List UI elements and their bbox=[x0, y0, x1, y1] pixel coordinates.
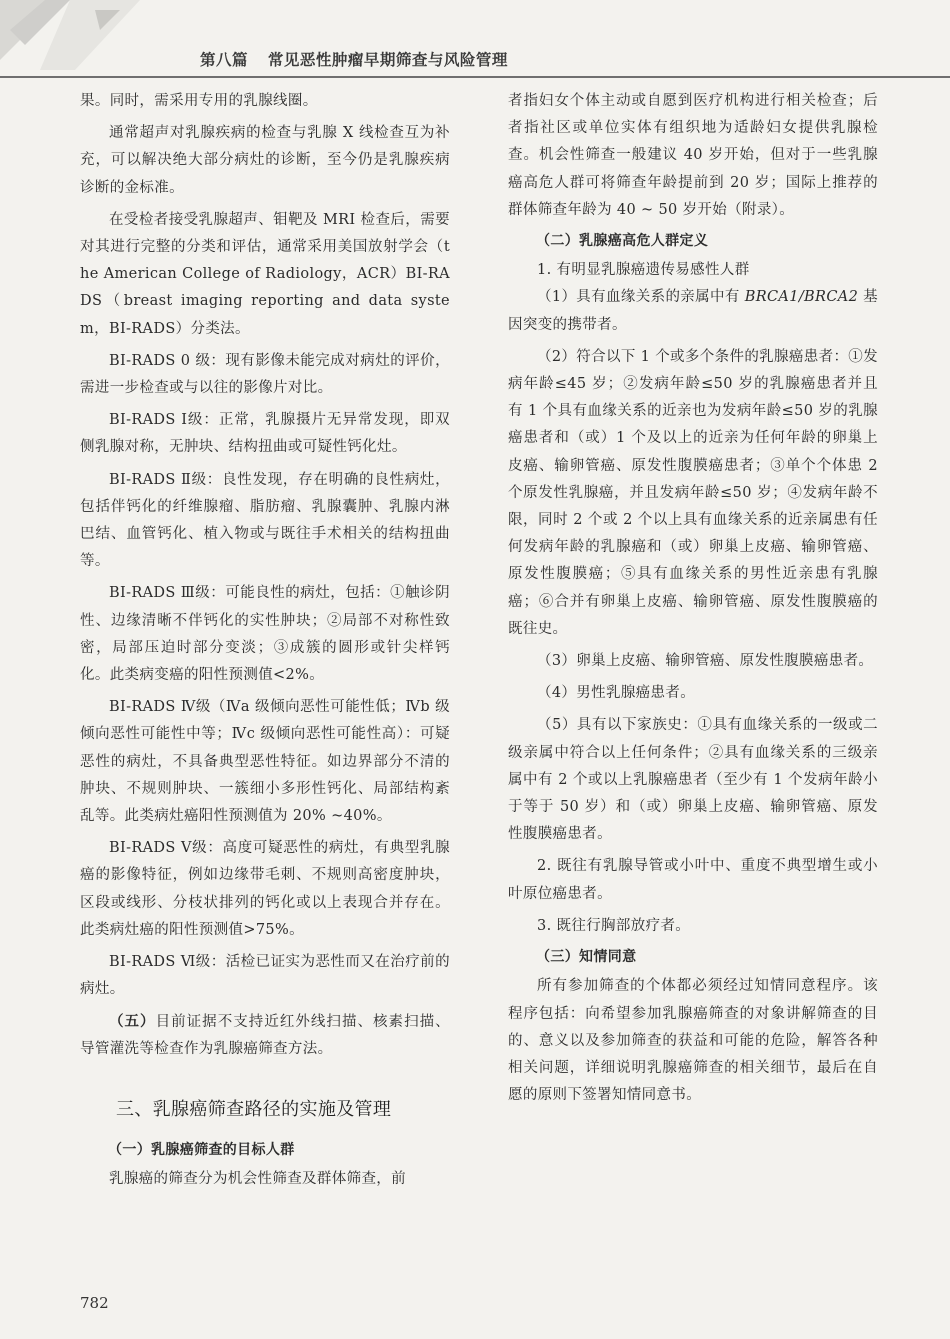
paragraph: BI-RADS Ⅴ级：高度可疑恶性的病灶，有典型乳腺癌的影像特征，例如边缘带毛刺、不规则高密度肿块，区段或线形、分枝状排列的钙化或以上表现合并存在。此类病灶癌的阳性预测值>75%。 bbox=[80, 840, 450, 938]
subsection-heading: （二）乳腺癌高危人群定义 bbox=[536, 233, 709, 250]
paragraph: BI-RADS 0 级：现有影像未能完成对病灶的评价，需进一步检查或与以往的影像片对比。 bbox=[80, 352, 450, 397]
paragraph: BI-RADS Ⅳ级（Ⅳa 级倾向恶性可能性低；Ⅳb 级倾向恶性可能性中等；Ⅳc 级倾向恶性可能性高）：可疑恶性的病灶，不具备典型恶性特征。如边界部分不清的肿块、不规则肿块、一簇细小多形性钙化、局部结构紊乱等。此类病灶癌阳性预测值为 20% ~40%。 bbox=[80, 699, 450, 825]
subsection-heading: （一）乳腺癌筛查的目标人群 bbox=[108, 1141, 295, 1158]
paragraph bbox=[508, 284, 878, 338]
paragraph: （3）卵巢上皮癌、输卵管癌、原发性腹膜癌患者。 bbox=[537, 653, 874, 670]
left-column bbox=[80, 88, 450, 1193]
paragraph: （2）符合以下 1 个或多个条件的乳腺癌患者：①发病年龄≤45 岁；②发病年龄≤50 岁的乳腺癌患者并且有 1 个具有血缘关系的近亲也为发病年龄≤50 岁的乳腺癌患者和（或）1 个及以上的近亲为任何年龄的卵巢上皮癌、输卵管癌、原发性腹膜癌患者；③单个个体患 2 个原发性乳腺癌，并且发病年龄≤50 岁；④发病年龄不限，同时 2 个或 2 个以上具有血缘关系的近亲属患有任何发病年龄的乳腺癌和（或）卵巢上皮癌、输卵管癌、原发性腹膜癌；⑤具有血缘关系的男性近亲患有乳腺癌；⑥合并有卵巢上皮癌、输卵管癌、原发性腹膜癌的既往史。 bbox=[508, 348, 878, 637]
paragraph: （5）具有以下家族史：①具有血缘关系的一级或二级亲属中符合以上任何条件；②具有血缘关系的三级亲属中有 2 个或以上乳腺癌患者（至少有 1 个发病年龄小于等于 50 岁）和（或）卵巢上皮癌、输卵管癌、原发性腹膜癌患者。 bbox=[508, 717, 878, 843]
paragraph: 2. 既往有乳腺导管或小叶中、重度不典型增生或小叶原位癌患者。 bbox=[508, 858, 878, 902]
subsection-heading: （三）知情同意 bbox=[536, 949, 637, 966]
header-part: 第八篇 bbox=[200, 51, 249, 69]
paragraph-text: 目前证据不支持近红外线扫描、核素扫描、导管灌洗等检查作为乳腺癌筛查方法。 bbox=[80, 1013, 450, 1057]
paragraph-text: 基因突变的携带者。 bbox=[508, 289, 878, 333]
paragraph bbox=[80, 1009, 450, 1063]
paragraph: 在受检者接受乳腺超声、钼靶及 MRI 检查后，需要对其进行完整的分类和评估，通常采用美国放射学会（the American College of Radiology，ACR）BI-RADS（breast imaging reporting and data system，BI-RADS）分类法。 bbox=[80, 211, 450, 337]
paragraph: 通常超声对乳腺疾病的检查与乳腺 X 线检查互为补充，可以解决绝大部分病灶的诊断，至今仍是乳腺疾病诊断的金标准。 bbox=[80, 125, 450, 196]
header-title: 常见恶性肿瘤早期筛查与风险管理 bbox=[267, 51, 508, 69]
section-title: 三、乳腺癌筛查路径的实施及管理 bbox=[116, 1098, 392, 1120]
paragraph: BI-RADS Ⅰ级：正常，乳腺摄片无异常发现，即双侧乳腺对称，无肿块、结构扭曲或可疑性钙化灶。 bbox=[80, 412, 450, 456]
paragraph: 者指妇女个体主动或自愿到医疗机构进行相关检查；后者指社区或单位实体有组织地为适龄妇女提供乳腺检查。机会性筛查一般建议 40 岁开始，但对于一些乳腺癌高危人群可将筛查年龄提前到 20 岁；国际上推荐的群体筛查年龄为 40 ~ 50 岁开始（附录）。 bbox=[508, 93, 878, 218]
paragraph: BI-RADS Ⅵ级：活检已证实为恶性而又在治疗前的病灶。 bbox=[80, 954, 450, 998]
running-header bbox=[200, 48, 508, 70]
paragraph: 3. 既往行胸部放疗者。 bbox=[537, 917, 691, 934]
paragraph-text: （1）具有血缘关系的亲属中有 bbox=[537, 289, 745, 306]
paragraph: （4）男性乳腺癌患者。 bbox=[537, 685, 696, 702]
gene-name: BRCA1/BRCA2 bbox=[744, 289, 859, 306]
right-column bbox=[508, 88, 878, 1109]
paragraph: 乳腺癌的筛查分为机会性筛查及群体筛查，前 bbox=[109, 1171, 406, 1188]
paragraph: BI-RADS Ⅱ级：良性发现，存在明确的良性病灶，包括伴钙化的纤维腺瘤、脂肪瘤、乳腺囊肿、乳腺内淋巴结、血管钙化、植入物或与既往手术相关的结构扭曲等。 bbox=[80, 471, 450, 570]
header-rule bbox=[0, 76, 950, 78]
item-number: （五） bbox=[109, 1013, 156, 1030]
paragraph: BI-RADS Ⅲ级：可能良性的病灶，包括：①触诊阴性、边缘清晰不伴钙化的实性肿块；②局部不对称性致密，局部压迫时部分变淡；③成簇的圆形或针尖样钙化。此类病变癌的阳性预测值<2%。 bbox=[80, 585, 450, 684]
paragraph: 所有参加筛查的个体都必须经过知情同意程序。该程序包括：向希望参加乳腺癌筛查的对象讲解筛查的目的、意义以及参加筛查的获益和可能的危险，解答各种相关问题，详细说明乳腺癌筛查的相关细节，最后在自愿的原则下签署知情同意书。 bbox=[508, 978, 878, 1104]
paragraph: 果。同时，需采用专用的乳腺线圈。 bbox=[80, 93, 318, 109]
corner-ribbon-decoration bbox=[0, 0, 180, 80]
page-number: 782 bbox=[80, 1294, 109, 1312]
paragraph: 1. 有明显乳腺癌遗传易感性人群 bbox=[537, 262, 750, 279]
